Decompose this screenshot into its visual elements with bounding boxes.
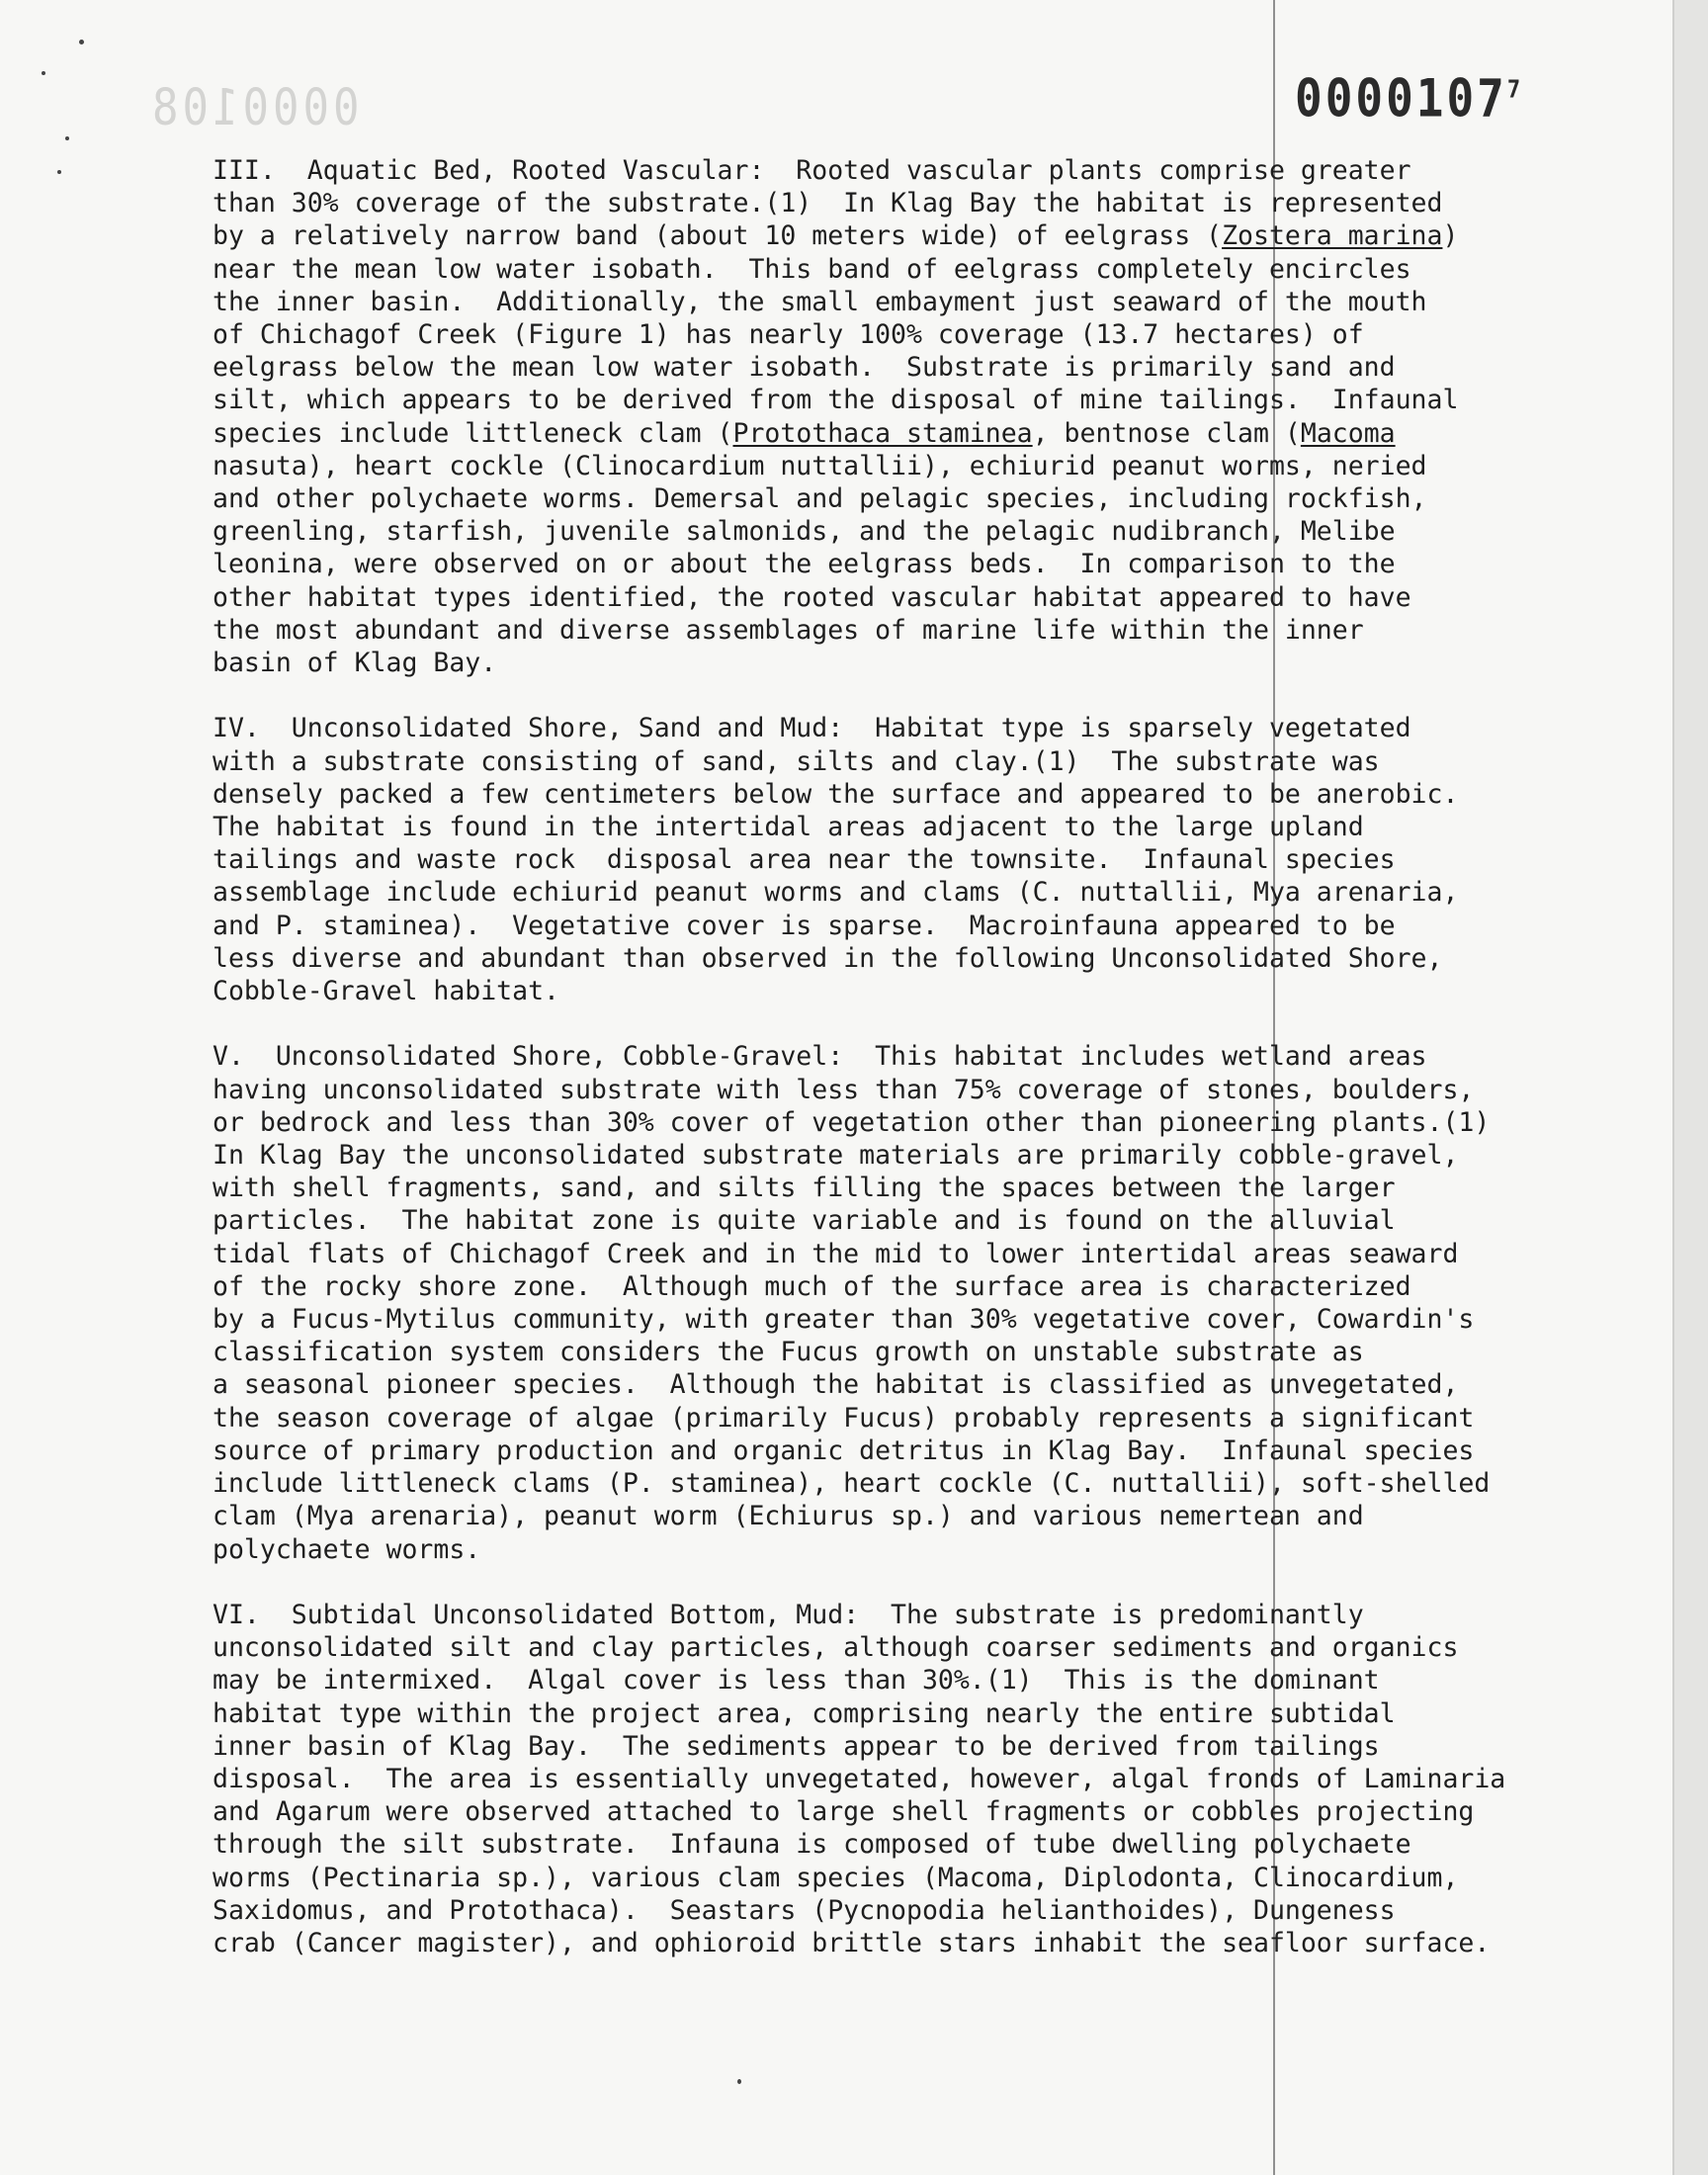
ghost-bates-stamp: 0000108 [148,79,360,137]
text-line: less diverse and abundant than observed in the following Unconsolidated Shore, [213,942,1443,974]
text-line: of Chichagof Creek (Figure 1) has nearly 100% coverage (13.7 hectares) of [213,319,1364,351]
text-line: VI. Subtidal Unconsolidated Bottom, Mud: The substrate is predominantly [213,1599,1364,1630]
text-line: inner basin of Klag Bay. The sediments appear to be derived from tailings [213,1730,1380,1762]
text-line: clam (Mya arenaria), peanut worm (Echiurus sp.) and various nemertean and [213,1501,1364,1532]
text-line: with a substrate consisting of sand, silts and clay.(1) The substrate was [213,745,1380,777]
document-body [213,154,1527,1992]
text-line: eelgrass below the mean low water isobath. Substrate is primarily sand and [213,352,1396,384]
bates-superscript: 7 [1506,75,1521,105]
section-sand-mud [213,712,1527,1007]
text-line: with shell fragments, sand, and silts filling the spaces between the larger [213,1173,1396,1204]
text-line: and P. staminea). Vegetative cover is sparse. Macroinfauna appeared to be [213,910,1396,941]
scan-speck [737,2079,741,2084]
text-line: include littleneck clams (P. staminea), heart cockle (C. nuttallii), soft-shelled [213,1468,1491,1500]
text-line: by a Fucus-Mytilus community, with greater than 30% vegetative cover, Cowardin's [213,1304,1475,1336]
text-line: V. Unconsolidated Shore, Cobble-Gravel: This habitat includes wetland areas [213,1041,1427,1073]
text-line: greenling, starfish, juvenile salmonids, and the pelagic nudibranch, Melibe [213,516,1396,548]
section-cobble-gravel [213,1040,1527,1565]
text-line: unconsolidated silt and clay particles, although coarser sediments and organics [213,1632,1459,1664]
text-line: tailings and waste rock disposal area near the townsite. Infaunal species [213,844,1396,876]
text-line: densely packed a few centimeters below the surface and appeared to be anerobic. [213,778,1459,810]
text-line: nasuta), heart cockle (Clinocardium nuttallii), echiurid peanut worms, neried [213,450,1427,481]
scan-speck [79,40,84,44]
text-line: and other polychaete worms. Demersal and pelagic species, including rockfish, [213,483,1427,515]
scan-speck [57,170,61,174]
bates-number [1295,67,1520,129]
text-line: of the rocky shore zone. Although much of the surface area is characterized [213,1270,1411,1302]
text-line: through the silt substrate. Infauna is composed of tube dwelling polychaete [213,1829,1411,1861]
text-line: tidal flats of Chichagof Creek and in the mid to lower intertidal areas seaward [213,1238,1459,1269]
text-line: by a relatively narrow band (about 10 meters wide) of eelgrass ( [213,220,1223,252]
text-line: leonina, were observed on or about the eelgrass beds. In comparison to the [213,549,1396,580]
text-line: Saxidomus, and Protothaca). Seastars (Pycnopodia helianthoides), Dungeness [213,1894,1396,1926]
text-line: and Agarum were observed attached to large shell fragments or cobbles projecting [213,1796,1475,1828]
section-aquatic-bed: III. Aquatic Bed, Rooted Vascular: Rooted vascular plants comprise greater than 30% coverage of the substrate.(1) In Klag Bay the habitat is represented by a relatively narrow band (about 10 meters wide) of eelgrass (Zostera marina) near the mean low water isobath. This band of eelgrass completely encircles the inner basin. Additionally, the small embayment just seaward of the mouth of Chichagof Creek (Figure 1) has nearly 100% coverage (13.7 hectares) of eelgrass below the mean low water isobath. Substrate is primarily sand and silt, which appears to be derived from the disposal of mine tailings. Infaunal species include littleneck clam (Protothaca staminea, bentnose clam (Macoma nasuta), heart cockle (Clinocardium nuttallii), echiurid peanut worms, neried and other polychaete worms. Demersal and pelagic species, including rockfish, greenling, starfish, juvenile salmonids, and the pelagic nudibranch, Melibe leonina, were observed on or about the eelgrass beds. In comparison to the other habitat types identified, the rooted vascular habitat appeared to have the most abundant and diverse assemblages of marine life within the inner basin of Klag Bay. [213,155,1459,679]
text-line: basin of Klag Bay. [213,648,497,679]
page-edge [1672,0,1708,2175]
text-line: classification system considers the Fucus growth on unstable substrate as [213,1337,1364,1368]
text-line: a seasonal pioneer species. Although the habitat is classified as unvegetated, [213,1369,1459,1401]
scan-speck [42,71,45,75]
species-name: Zostera marina [1222,220,1443,252]
text-line: III. Aquatic Bed, Rooted Vascular: Rooted vascular plants comprise greater [213,155,1411,186]
scan-speck [65,136,69,140]
text-line: species include littleneck clam ( [213,417,733,449]
text-line: the most abundant and diverse assemblages of marine life within the inner [213,614,1364,646]
section-subtidal-mud [213,1599,1527,1959]
text-line: crab (Cancer magister), and ophioroid brittle stars inhabit the seafloor surface. [213,1927,1491,1958]
species-name: Macoma [1300,417,1396,449]
text-line: Cobble-Gravel habitat. [213,976,559,1007]
text-line: silt, which appears to be derived from the disposal of mine tailings. Infaunal [213,385,1459,416]
text-line: assemblage include echiurid peanut worms and clams (C. nuttallii, Mya arenaria, [213,877,1459,909]
text-line: worms (Pectinaria sp.), various clam species (Macoma, Diplodonta, Clinocardium, [213,1862,1459,1893]
text-line: than 30% coverage of the substrate.(1) In Klag Bay the habitat is represented [213,188,1443,219]
text-line: The habitat is found in the intertidal areas adjacent to the large upland [213,812,1364,843]
text-line: polychaete worms. [213,1533,481,1565]
text-line: habitat type within the project area, comprising nearly the entire subtidal [213,1697,1396,1729]
text-line: In Klag Bay the unconsolidated substrate materials are primarily cobble-gravel, [213,1140,1459,1172]
text-line: particles. The habitat zone is quite variable and is found on the alluvial [213,1205,1396,1237]
text-line: the inner basin. Additionally, the small embayment just seaward of the mouth [213,286,1427,317]
text-fragment: , bentnose clam ( [1032,417,1301,449]
text-line: may be intermixed. Algal cover is less than 30%.(1) This is the dominant [213,1665,1380,1696]
text-line: near the mean low water isobath. This band of eelgrass completely encircles [213,253,1411,285]
text-line: the season coverage of algae (primarily Fucus) probably represents a significant [213,1402,1475,1434]
text-line: IV. Unconsolidated Shore, Sand and Mud: Habitat type is sparsely vegetated [213,713,1411,744]
text-line: having unconsolidated substrate with less than 75% coverage of stones, boulders, [213,1074,1475,1105]
text-line: or bedrock and less than 30% cover of vegetation other than pioneering plants.(1) [213,1106,1491,1138]
text-line: disposal. The area is essentially unvegetated, however, algal fronds of Laminaria [213,1763,1506,1794]
bates-number-value: 0000107 [1295,67,1507,130]
text-line: other habitat types identified, the rooted vascular habitat appeared to have [213,581,1411,613]
species-name: Protothaca staminea [732,417,1033,449]
text-line: source of primary production and organic detritus in Klag Bay. Infaunal species [213,1435,1475,1466]
